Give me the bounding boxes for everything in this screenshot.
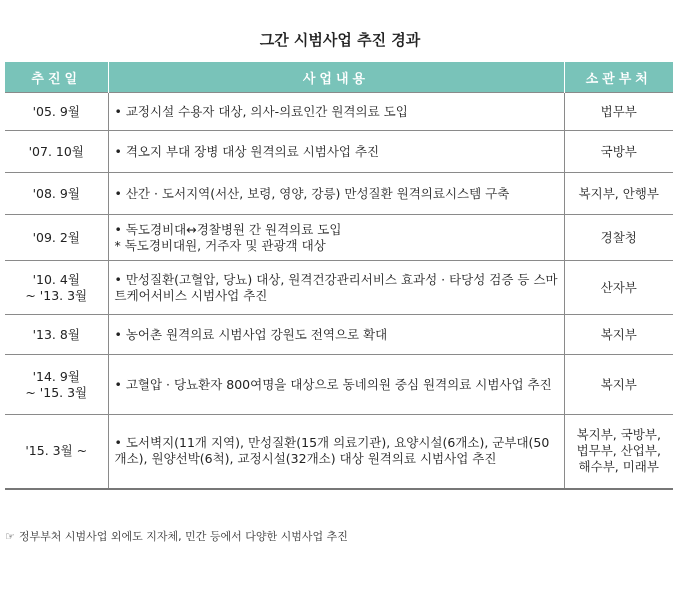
agency-text: 법무부, 산업부, (576, 443, 661, 459)
table-row (5, 215, 673, 261)
agency-text: 복지부, 국방부, (576, 427, 661, 443)
cell-agency (564, 93, 673, 131)
header-date: 추진일 (5, 62, 108, 93)
cell-content (108, 131, 564, 173)
cell-date (5, 131, 108, 173)
cell-content (108, 261, 564, 315)
cell-agency (564, 261, 673, 315)
header-content: 사업내용 (108, 62, 564, 93)
table-row (5, 93, 673, 131)
cell-content (108, 315, 564, 355)
table-row (5, 315, 673, 355)
date-text: '13. 8월 (32, 326, 80, 342)
content-text: • 교정시설 수용자 대상, 의사-의료인간 원격의료 도입 (114, 103, 408, 119)
agency-text: 법무부 (600, 103, 637, 119)
cell-date (5, 315, 108, 355)
cell-date (5, 173, 108, 215)
content-text: • 독도경비대↔경찰병원 간 원격의료 도입 (114, 221, 342, 237)
agency-text: 경찰청 (600, 229, 637, 245)
cell-content (108, 415, 564, 489)
cell-content (108, 215, 564, 261)
cell-content (108, 355, 564, 415)
agency-text: 국방부 (600, 143, 637, 159)
content-text: • 농어촌 원격의료 시범사업 강원도 전역으로 확대 (114, 326, 388, 342)
date-text: '14. 9월 (32, 368, 80, 384)
content-text: • 산간 · 도서지역(서산, 보령, 영양, 강릉) 만성질환 원격의료시스템 구축 (114, 185, 510, 201)
agency-text: 복지부, 안행부 (578, 185, 659, 201)
agency-text: 산자부 (600, 279, 637, 295)
pointing-hand-icon: ☞ (5, 530, 15, 543)
cell-agency (564, 215, 673, 261)
content-text: • 만성질환(고혈압, 당뇨) 대상, 원격건강관리서비스 효과성 · 타당성 검증 등 스마트케어서비스 시범사업 추진 (114, 271, 558, 303)
date-text: ~ '13. 3월 (25, 287, 88, 303)
date-text: '15. 3월 ~ (25, 443, 88, 459)
content-text: * 독도경비대원, 거주자 및 관광객 대상 (114, 237, 326, 253)
footnote (5, 528, 348, 544)
table-row (5, 415, 673, 489)
date-text: '05. 9월 (32, 103, 80, 119)
table-row (5, 173, 673, 215)
cell-date (5, 261, 108, 315)
agency-text: 해수부, 미래부 (578, 459, 659, 475)
agency-text: 복지부 (600, 326, 637, 342)
content-text: • 고혈압 · 당뇨환자 800여명을 대상으로 동네의원 중심 원격의료 시범사업 추진 (114, 376, 552, 392)
cell-content (108, 93, 564, 131)
table-row (5, 131, 673, 173)
table-header-row (5, 62, 673, 93)
table-row (5, 261, 673, 315)
page-title: 그간 시범사업 추진 경과 (259, 31, 421, 49)
cell-date (5, 415, 108, 489)
cell-content (108, 173, 564, 215)
cell-agency (564, 315, 673, 355)
cell-date (5, 355, 108, 415)
cell-agency (564, 173, 673, 215)
header-agency: 소관부처 (564, 62, 673, 93)
cell-date (5, 215, 108, 261)
date-text: '08. 9월 (32, 185, 80, 201)
date-text: '09. 2월 (32, 229, 80, 245)
cell-agency (564, 415, 673, 489)
cell-agency (564, 355, 673, 415)
pilot-project-table (5, 62, 673, 490)
agency-text: 복지부 (600, 376, 637, 392)
date-text: '07. 10월 (28, 143, 84, 159)
date-text: ~ '15. 3월 (25, 384, 88, 400)
content-text: • 도서벽지(11개 지역), 만성질환(15개 의료기관), 요양시설(6개소), 군부대(50개소), 원양선박(6척), 교정시설(32개소) 대상 원격의료 시범사업 추진 (114, 435, 550, 467)
table-row (5, 355, 673, 415)
cell-date (5, 93, 108, 131)
content-text: • 격오지 부대 장병 대상 원격의료 시범사업 추진 (114, 143, 380, 159)
date-text: '10. 4월 (32, 271, 80, 287)
cell-agency (564, 131, 673, 173)
footnote-text: 정부부처 시범사업 외에도 지자체, 민간 등에서 다양한 시범사업 추진 (18, 530, 348, 543)
